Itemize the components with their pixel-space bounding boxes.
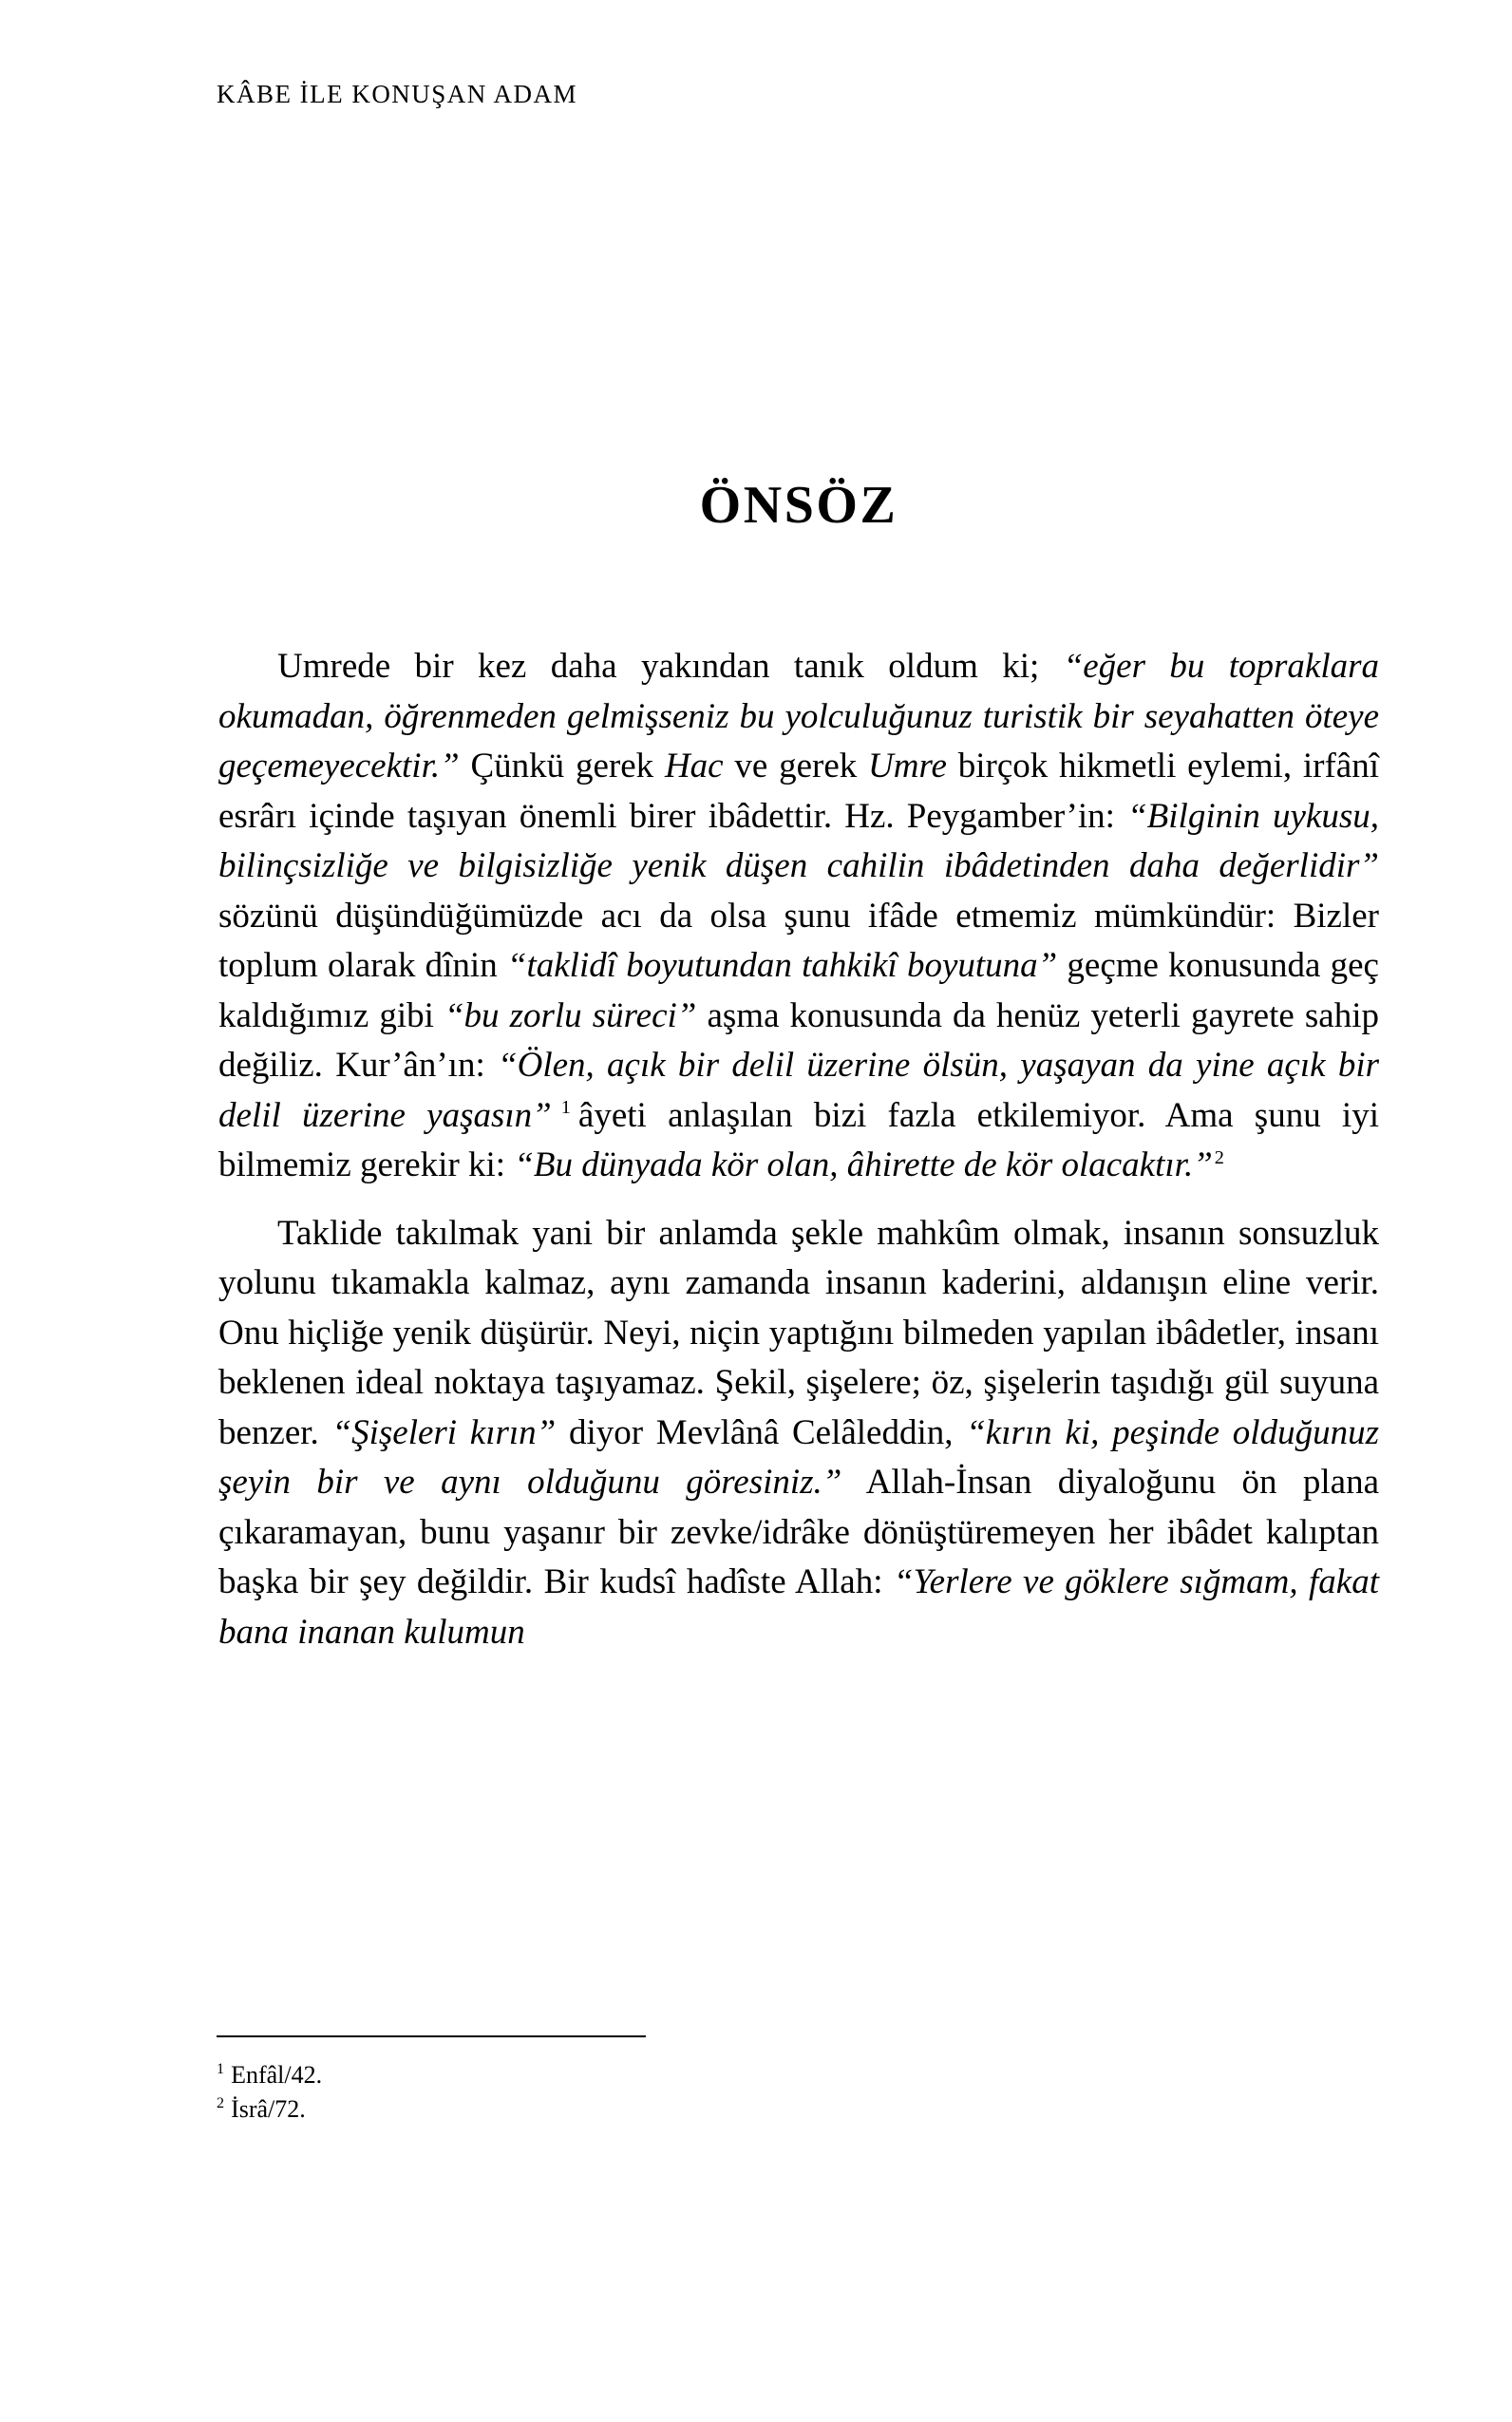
footnote-reference-1[interactable]: 1 bbox=[560, 1097, 571, 1119]
emphasised-term: Hac bbox=[664, 747, 724, 785]
quoted-text: “Ölen, açık bir delil üzerine ölsün, yaşayan da yine açık bir delil üzerine yaşasın” bbox=[218, 1046, 1379, 1135]
running-header: KÂBE İLE KONUŞAN ADAM bbox=[217, 80, 577, 108]
text-run: Çünkü gerek bbox=[459, 747, 665, 785]
footnote-area bbox=[217, 2035, 1379, 2127]
text-run: Umrede bir kez daha yakından tanık oldum ki; bbox=[277, 647, 1064, 686]
footnote-text: Enfâl/42. bbox=[231, 2061, 323, 2089]
footnote-item bbox=[217, 2092, 1379, 2127]
quoted-text: “Yerlere ve göklere sığmam, fakat bana inanan kulumun bbox=[218, 1562, 1379, 1652]
body-text-block bbox=[218, 642, 1379, 1657]
text-run: Taklide takılmak yani bir anlamda şekle mahkûm olmak, insanın sonsuzluk yolunu tıkamakla kalmaz, aynı zamanda insanın kaderini, aldanışın eline verir. Onu hiçliğe yenik düşürür. Neyi, niçin yaptığını bilmeden yapılan ibâdetler, insanı beklenen ideal noktaya taşıyamaz. Şekil, şişelere; öz, şişelerin taşıdığı gül suyuna benzer. bbox=[218, 1213, 1379, 1452]
text-run: geçme konusunda geç kaldığımız gibi bbox=[218, 946, 1379, 1035]
footnote-text: İsrâ/72. bbox=[231, 2095, 306, 2123]
quoted-text: “taklidî boyutundan tahkikî boyutuna” bbox=[506, 946, 1058, 985]
text-run: âyeti anlaşılan bizi fazla etkilemiyor. Ama şunu iyi bilmemiz gerekir ki: bbox=[218, 1095, 1379, 1184]
footnote-marker: 2 bbox=[217, 2095, 225, 2112]
text-run: ve gerek bbox=[723, 747, 869, 785]
page-title: ÖNSÖZ bbox=[699, 475, 898, 535]
footnote-item bbox=[217, 2058, 1379, 2092]
quoted-text: “Bilginin uykusu, bilinçsizliğe ve bilgisizliğe yenik düşen cahilin ibâdetinden daha değerlidir” bbox=[218, 796, 1379, 885]
text-run: aşma konusunda da henüz yeterli gayrete sahip değiliz. Kur’ân’ın: bbox=[218, 995, 1379, 1085]
footnote-separator-rule bbox=[217, 2035, 646, 2037]
quoted-text: “Bu dünyada kör olan, âhirette de kör olacaktır.” bbox=[514, 1145, 1213, 1184]
quoted-text: “Şişeleri kırın” bbox=[331, 1412, 557, 1452]
paragraph-first bbox=[218, 642, 1379, 1191]
quoted-text: “eğer bu topraklara okumadan, öğrenmeden gelmişseniz bu yolculuğunuz turistik bir seyahatten öteye geçemeyecektir.” bbox=[218, 647, 1379, 785]
footnote-marker: 1 bbox=[217, 2061, 225, 2078]
quoted-text: “kırın ki, peşinde olduğunuz şeyin bir ve aynı olduğunu göresiniz.” bbox=[218, 1412, 1379, 1502]
text-run: diyor Mevlânâ Celâleddin, bbox=[556, 1412, 967, 1452]
text-run: sözünü düşündüğümüzde acı da olsa şunu ifâde etmemiz mümkündür: Bizler toplum olarak dînin bbox=[218, 896, 1379, 985]
text-run: Allah-İnsan diyaloğunu ön plana çıkaramayan, bunu yaşanır bir zevke/idrâke dönüştüremeyen her ibâdet kalıptan başka bir şey değildir. Bir kudsî hadîste Allah: bbox=[218, 1463, 1379, 1601]
emphasised-term: Umre bbox=[868, 747, 947, 785]
text-run: birçok hikmetli eylemi, irfânî esrârı içinde taşıyan önemli birer ibâdettir. Hz. Peygamber’in: bbox=[218, 747, 1379, 836]
paragraph-second bbox=[218, 1209, 1379, 1658]
quoted-text: “bu zorlu süreci” bbox=[444, 995, 697, 1035]
footnote-reference-2[interactable]: 2 bbox=[1214, 1146, 1224, 1168]
